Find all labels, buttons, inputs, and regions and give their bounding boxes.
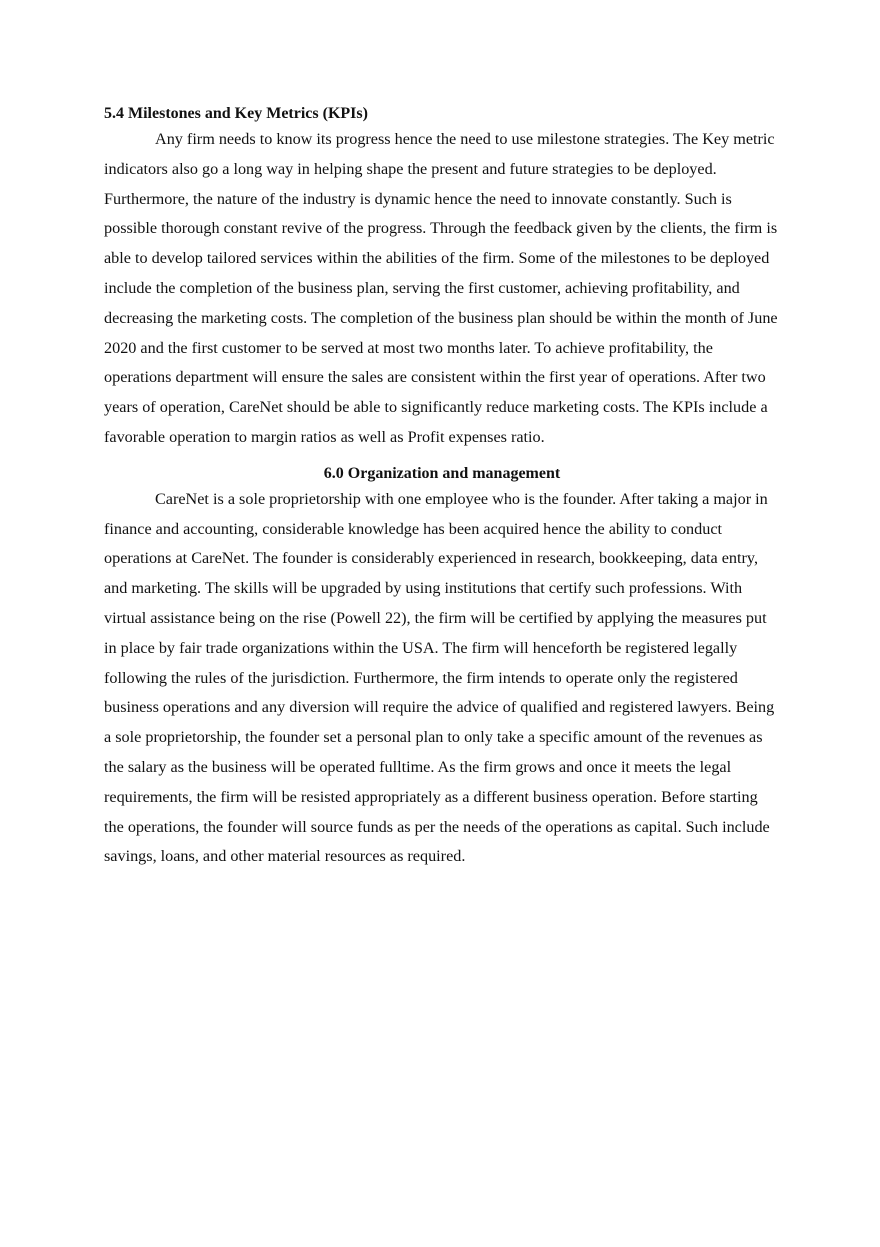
document-page (104, 103, 780, 872)
paragraph-organization: CareNet is a sole proprietorship with one employee who is the founder. After taking a major in finance and accounting, considerable knowledge has been acquired hence the ability to conduct operations at CareNet. The founder is considerably experienced in research, bookkeeping, data entry, and marketing. The skills will be upgraded by using institutions that certify such professions. With virtual assistance being on the rise (Powell 22), the firm will be certified by applying the measures put in place by fair trade organizations within the USA. The firm will henceforth be registered legally following the rules of the jurisdiction. Furthermore, the firm intends to operate only the registered business operations and any diversion will require the advice of qualified and registered lawyers. Being a sole proprietorship, the founder set a personal plan to only take a specific amount of the revenues as the salary as the business will be operated fulltime. As the firm grows and once it meets the legal requirements, the firm will be resisted appropriately as a different business operation. Before starting the operations, the founder will source funds as per the needs of the operations as capital. Such include savings, loans, and other material resources as required. (104, 489, 775, 866)
paragraph-milestones: Any firm needs to know its progress hence the need to use milestone strategies. The Key metric indicators also go a long way in helping shape the present and future strategies to be deployed. Furthermore, the nature of the industry is dynamic hence the need to innovate constantly. Such is possible thorough constant revive of the progress. Through the feedback given by the clients, the firm is able to develop tailored services within the abilities of the firm. Some of the milestones to be deployed include the completion of the business plan, serving the first customer, achieving profitability, and decreasing the marketing costs. The completion of the business plan should be within the month of June 2020 and the first customer to be served at most two months later. To achieve profitability, the operations department will ensure the sales are consistent within the first year of operations. After two years of operation, CareNet should be able to significantly reduce marketing costs. The KPIs include a favorable operation to margin ratios as well as Profit expenses ratio. (104, 130, 778, 446)
section-heading-milestones: 5.4 Milestones and Key Metrics (KPIs) (104, 105, 368, 122)
section-heading-organization: 6.0 Organization and management (323, 464, 561, 482)
